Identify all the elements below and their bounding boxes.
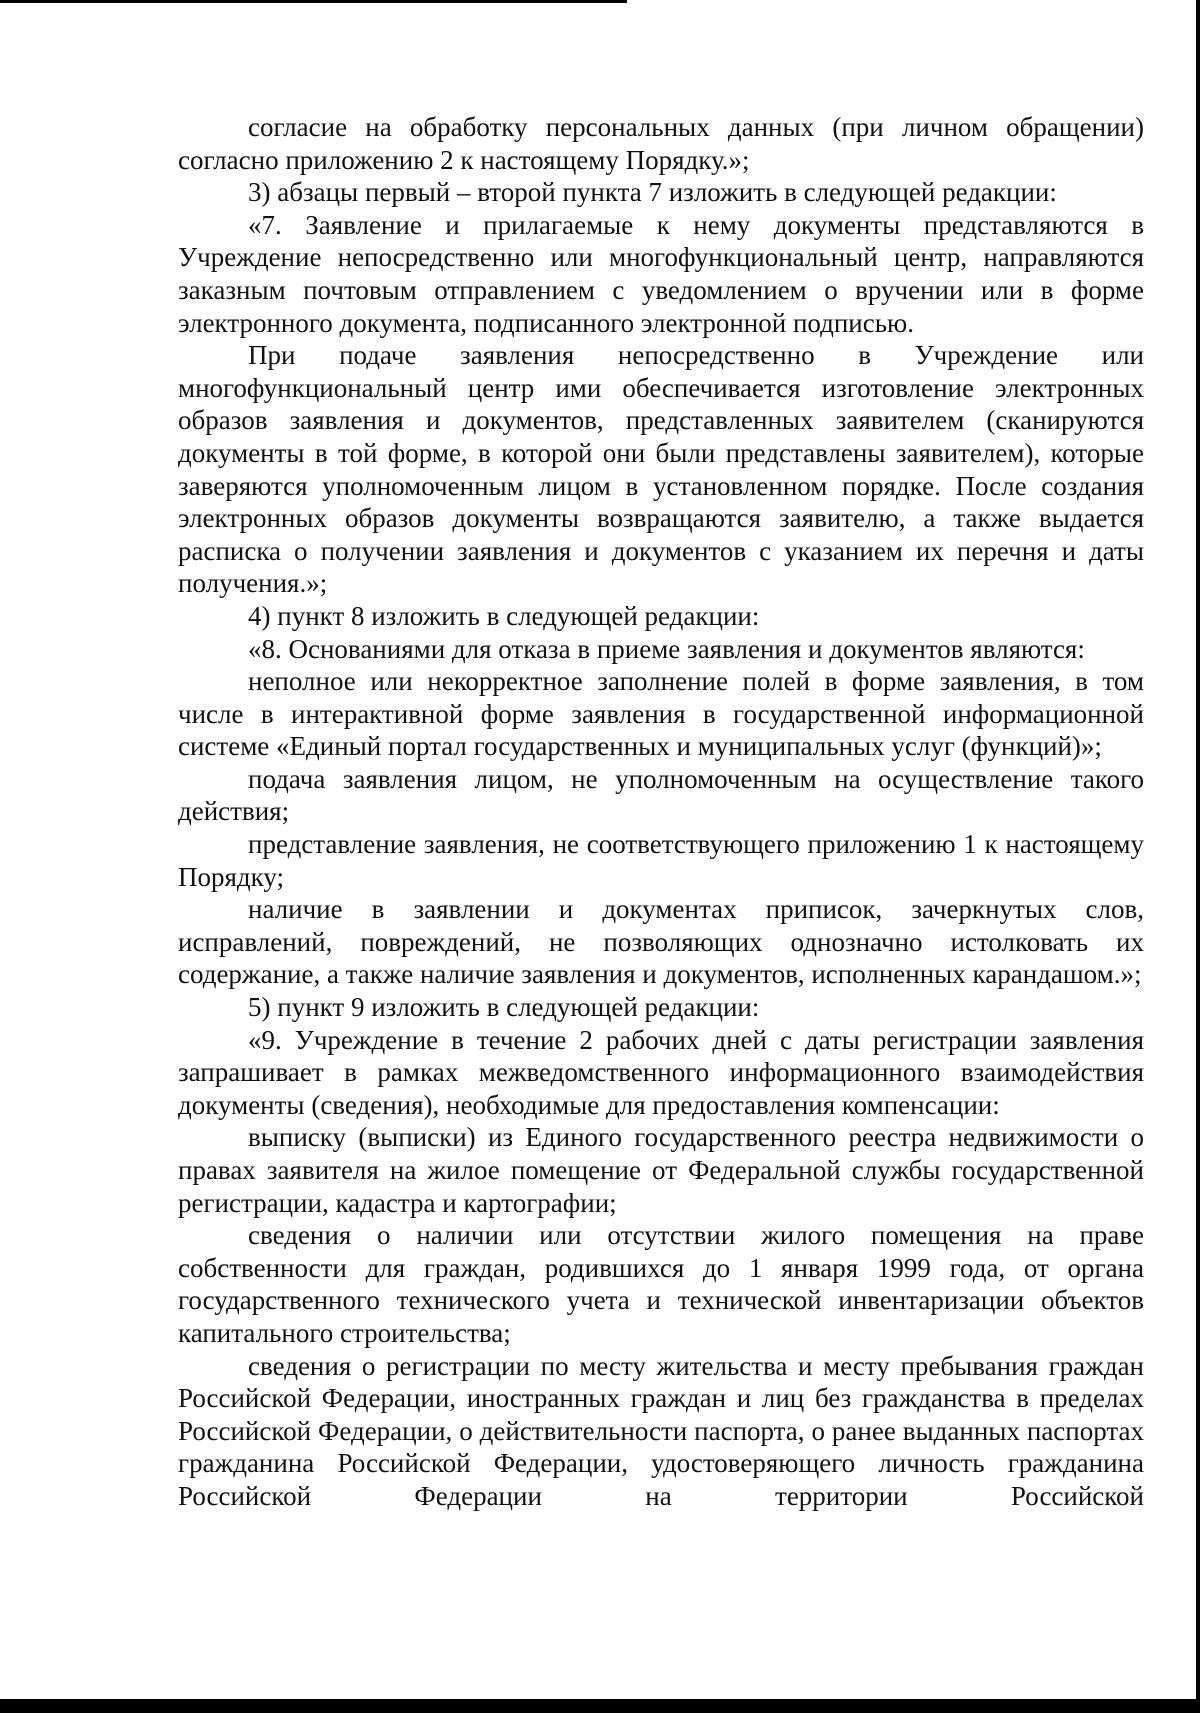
paragraph-consent: согласие на обработку персональных данных (при личном обращении) согласно приложению 2 к настоящему Порядку.»; <box>178 112 1144 175</box>
paragraph-refusal-nonconforming: представление заявления, не соответствующего приложению 1 к настоящему Порядку; <box>178 829 1144 892</box>
paragraph-ownership-info: сведения о наличии или отсутствии жилого помещения на праве собственности для граждан, родившихся до 1 января 1999 года, от органа государственного технического учета и технической инвентаризации объектов капитального строительства; <box>178 1220 1144 1348</box>
paragraph-item-4: 4) пункт 8 изложить в следующей редакции: <box>248 600 760 631</box>
scan-bottom-border <box>0 1699 1200 1713</box>
paragraph-clause-7-submission: При подаче заявления непосредственно в Учреждение или многофункциональный центр ими обеспечивается изготовление электронных образов заявления и документов, представленных заявителем (сканируются документы в той форме, в которой они были представлены заявителем), которые заверяются уполномоченным лицом в установленном порядке. После создания электронных образов документы возвращаются заявителю, а также выдается расписка о получении заявления и документов с указанием их перечня и даты получения.»; <box>178 340 1144 599</box>
paragraph-refusal-incomplete: неполное или некорректное заполнение полей в форме заявления, в том числе в интерактивной форме заявления в государственной информационной системе «Единый портал государственных и муниципальных услуг (функций)»; <box>178 666 1144 762</box>
paragraph-registration-info: сведения о регистрации по месту жительства и месту пребывания граждан Российской Федерации, иностранных граждан и лиц без гражданства в пределах Российской Федерации, о действительности паспорта, о ранее выданных паспортах гражданина Российской Федерации, удостоверяющего личность гражданина Российской Федерации на территории Российской <box>178 1350 1144 1511</box>
paragraph-refusal-unauthorized: подача заявления лицом, не уполномоченным на осуществление такого действия; <box>178 763 1144 827</box>
paragraph-refusal-corrections: наличие в заявлении и документах приписок, зачеркнутых слов, исправлений, повреждений, не позволяющих однозначно истолковать их содержание, а также наличие заявления и документов, исполненных карандашом.»; <box>178 894 1144 990</box>
paragraph-clause-9: «9. Учреждение в течение 2 рабочих дней с даты регистрации заявления запрашивает в рамках межведомственного информационного взаимодействия документы (сведения), необходимые для предоставления компенсации: <box>178 1024 1144 1120</box>
paragraph-clause-8: «8. Основаниями для отказа в приеме заявления и документов являются: <box>248 633 1085 664</box>
paragraph-clause-7: «7. Заявление и прилагаемые к нему документы представляются в Учреждение непосредственно или многофункциональный центр, направляются заказным почтовым отправлением с уведомлением о вручении или в форме электронного документа, подписанного электронной подписью. <box>178 209 1144 338</box>
paragraph-extract-registry: выписку (выписки) из Единого государственного реестра недвижимости о правах заявителя на жилое помещение от Федеральной службы государственной регистрации, кадастра и картографии; <box>178 1122 1144 1218</box>
paragraph-item-5: 5) пункт 9 изложить в следующей редакции: <box>248 992 760 1023</box>
scan-top-border <box>0 0 627 3</box>
scan-right-border <box>1196 0 1200 1713</box>
paragraph-item-3: 3) абзацы первый – второй пункта 7 изложить в следующей редакции: <box>248 177 1057 208</box>
document-body <box>178 111 1144 1513</box>
